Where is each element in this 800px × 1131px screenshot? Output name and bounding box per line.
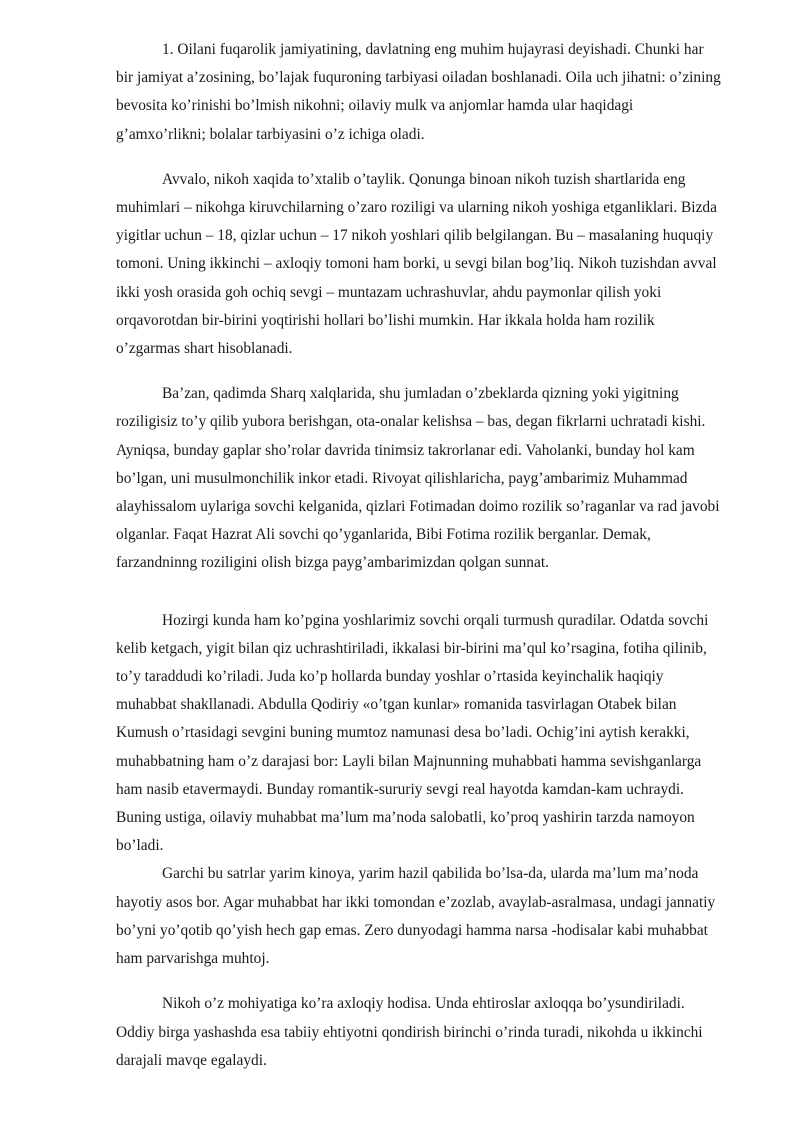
paragraph-consent-tradition: Ba’zan, qadimda Sharq xalqlarida, shu jumladan o’zbeklarda qizning yoki yigitning roziligisiz to’y qilib yubora berishgan, ota-onalar kelishsa – bas, degan fikrlarni uchratadi kishi. Ayniqsa, bunday gaplar sho’rolar davrida tinimsiz takrorlanar edi. Vaholanki, bunday hol kam bo’lgan, uni musulmonchilik inkor etadi. Rivoyat qilishlaricha, payg’ambarimiz Muhammad alayhissalom uylariga sovchi kelganida, qizlari Fotimadan doimo rozilik so’raganlar va rad javobi olganlar. Faqat Hazrat Ali sovchi qo’yganlarida, Bibi Fotima rozilik berganlar. Demak, farzandninng roziligini olish bizga payg’ambarimizdan qolgan sunnat. [116,385,720,572]
document-page [116,36,721,1075]
paragraph-matchmaking: Hozirgi kunda ham ko’pgina yoshlarimiz sovchi orqali turmush quradilar. Odatda sovchi kelib ketgach, yigit bilan qiz uchrashtiriladi, ikkalasi bir-birini ma’qul ko’rsagina, fotiha qilinib, to’y taraddudi ko’riladi. Juda ko’p hollarda bunday yoshlar o’rtasida keyinchalik haqiqiy muhabbat shakllanadi. Abdulla Qodiriy «o’tgan kunlar» romanida tasvirlagan Otabek bilan Kumush o’rtasidagi sevgini buning mumtoz namunasi desa bo’ladi. Ochig’ini aytish kerakki, muhabbatning ham o’z darajasi bor: Layli bilan Majnunning muhabbati hamma sevishganlarga ham nasib etavermaydi. Bunday romantik-sururiy sevgi real hayotda kamdan-kam uchraydi. Buning ustiga, oilaviy muhabbat ma’lum ma’noda salobatli, ko’proq yashirin tarzda namoyon bo’ladi. [116,611,709,855]
paragraph-family-cell: 1. Oilani fuqarolik jamiyatining, davlatning eng muhim hujayrasi deyishadi. Chunki har bir jamiyat a’zosining, bo’lajak fuquroning tarbiyasi oiladan boshlanadi. Oila uch jihatni: o’zining bevosita ko’rinishi bo’lmish nikohni; oilaviy mulk va anjomlar hamda ular haqidagi g’amxo’rlikni; bolalar tarbiyasini o’z ichiga oladi. [116,41,721,143]
paragraph-moral-nature: Nikoh o’z mohiyatiga ko’ra axloqiy hodisa. Unda ehtiroslar axloqqa bo’ysundiriladi. Oddiy birga yashashda esa tabiiy ehtiyotni qondirish birinchi o’rinda turadi, nikohda u ikkinchi darajali mavqe egalaydi. [116,995,703,1069]
paragraph-marriage-conditions: Avvalo, nikoh xaqida to’xtalib o’taylik. Qonunga binoan nikoh tuzish shartlarida eng muhimlari – nikohga kiruvchilarning o’zaro roziligi va ularning nikoh yoshiga etganliklari. Bizda yigitlar uchun – 18, qizlar uchun – 17 nikoh yoshlari qilib belgilangan. Bu – masalaning huquqiy tomoni. Uning ikkinchi – axloqiy tomoni ham borki, u sevgi bilan bog’liq. Nikoh tuzishdan avval ikki yosh orasida goh ochiq sevgi – muntazam uchrashuvlar, ahdu paymonlar qilish yoki orqavorotdan bir-birini yoqtirishi hollari bo’lishi mumkin. Har ikkala holda ham rozilik o’zgarmas shart hisoblanadi. [116,170,717,358]
paragraph-love-care: Garchi bu satrlar yarim kinoya, yarim hazil qabilida bo’lsa-da, ularda ma’lum ma’noda hayotiy asos bor. Agar muhabbat har ikki tomondan e’zozlab, avaylab-asralmasa, undagi jannatiy bo’yni yo’qotib qo’yish hech gap emas. Zero dunyodagi hamma narsa -hodisalar kabi muhabbat ham parvarishga muhtoj. [116,865,716,968]
